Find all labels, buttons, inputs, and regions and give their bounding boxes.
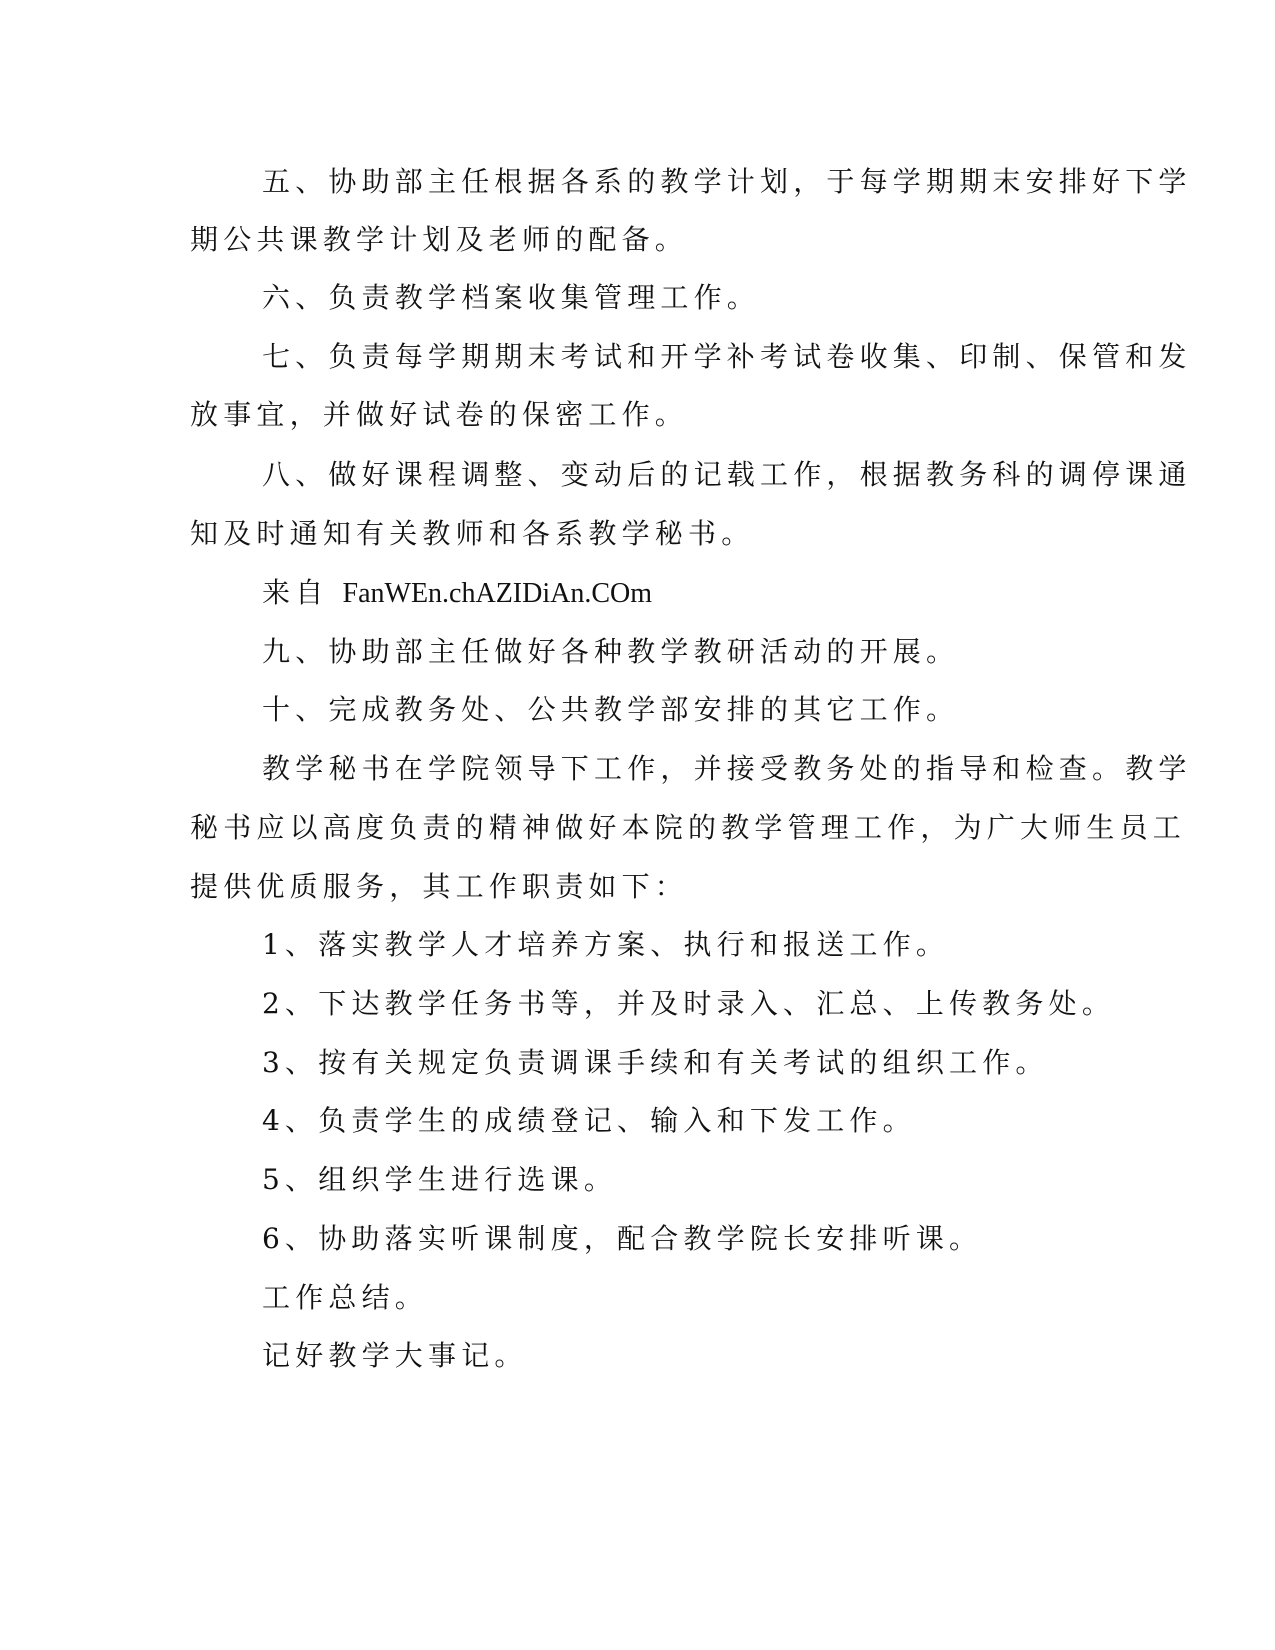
paragraph-line: 教学秘书在学院领导下工作，并接受教务处的指导和检查。教学 [262, 752, 1192, 785]
source-prefix: 来自 [262, 576, 329, 609]
paragraph-line: 秘书应以高度负责的精神做好本院的教学管理工作，为广大师生员工 [190, 811, 1187, 844]
paragraph-line: 放事宜，并做好试卷的保密工作。 [190, 398, 689, 431]
paragraph-line: 八、做好课程调整、变动后的记载工作，根据教务科的调停课通 [262, 458, 1192, 491]
paragraph-line: 知及时通知有关教师和各系教学秘书。 [190, 517, 755, 550]
source-url: FanWEn.chAZIDiAn.COm [342, 578, 653, 609]
paragraph-line: 七、负责每学期期末考试和开学补考试卷收集、印制、保管和发 [262, 340, 1192, 373]
paragraph-line: 工作总结。 [262, 1281, 429, 1314]
paragraph-line: 记好教学大事记。 [262, 1339, 528, 1372]
paragraph-line: 十、完成教务处、公共教学部安排的其它工作。 [262, 693, 960, 726]
paragraph-line: 五、协助部主任根据各系的教学计划，于每学期期末安排好下学 [262, 165, 1192, 198]
list-item: 4、负责学生的成绩登记、输入和下发工作。 [262, 1104, 916, 1137]
paragraph-line: 提供优质服务，其工作职责如下： [190, 870, 689, 903]
list-item: 1、落实教学人才培养方案、执行和报送工作。 [262, 928, 950, 961]
paragraph-line: 期公共课教学计划及老师的配备。 [190, 223, 689, 256]
list-item: 6、协助落实听课制度，配合教学院长安排听课。 [262, 1222, 983, 1255]
list-item: 5、组织学生进行选课。 [262, 1163, 618, 1196]
source-line [262, 573, 652, 613]
paragraph-line: 九、协助部主任做好各种教学教研活动的开展。 [262, 635, 960, 668]
list-item: 3、按有关规定负责调课手续和有关考试的组织工作。 [262, 1046, 1049, 1079]
list-item: 2、下达教学任务书等，并及时录入、汇总、上传教务处。 [262, 987, 1116, 1020]
paragraph-line: 六、负责教学档案收集管理工作。 [262, 281, 761, 314]
